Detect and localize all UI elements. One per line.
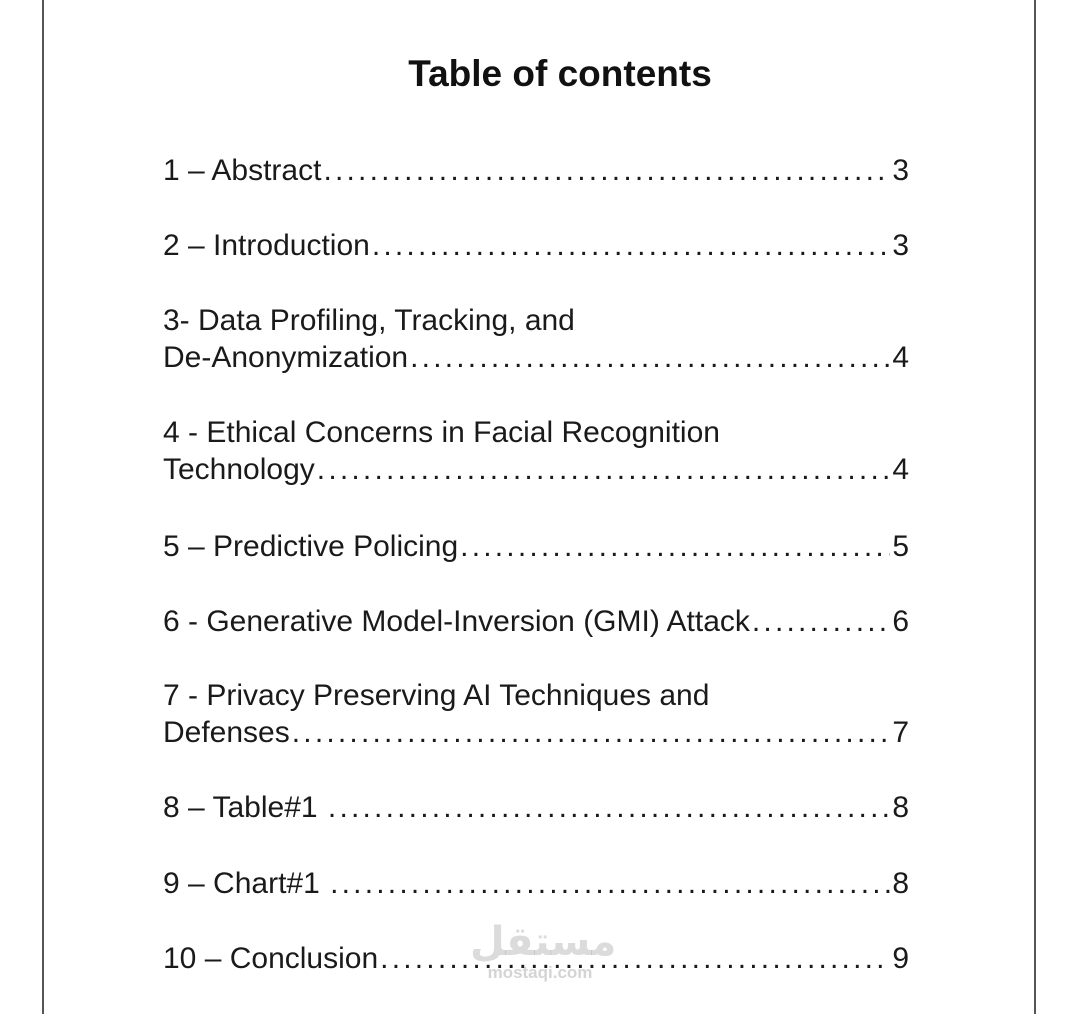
dot-leader	[317, 451, 891, 488]
toc-entry-data-profiling[interactable]	[163, 302, 909, 376]
toc-entry-label: 6 - Generative Model-Inversion (GMI) Attack	[163, 605, 750, 638]
toc-entry-label: 8 – Table#1	[163, 791, 326, 824]
dot-leader	[410, 339, 890, 376]
toc-entry-chart-1[interactable]	[163, 865, 909, 902]
toc-entry-privacy-preserving[interactable]	[163, 677, 909, 751]
toc-page-number: 4	[892, 453, 909, 486]
dot-leader	[372, 227, 891, 264]
dot-leader	[292, 714, 891, 751]
toc-entry-label-continued: Defenses	[163, 716, 290, 749]
toc-page-number: 4	[892, 341, 909, 374]
page-right-border	[1034, 0, 1036, 1014]
toc-entry-label: 5 – Predictive Policing	[163, 530, 459, 563]
toc-entry-table-1[interactable]	[163, 789, 909, 826]
toc-entry-conclusion[interactable]	[163, 940, 909, 977]
dot-leader	[330, 865, 890, 902]
watermark-site: mostaqi.com	[487, 963, 593, 982]
toc-entry-label: 1 – Abstract	[163, 154, 322, 187]
dot-leader	[328, 789, 890, 826]
toc-page-number: 7	[892, 716, 909, 749]
toc-entry-label-continued: Technology	[163, 453, 315, 486]
dot-leader	[380, 940, 890, 977]
dot-leader	[460, 528, 890, 565]
toc-entry-gmi-attack[interactable]	[163, 603, 909, 640]
toc-heading: Table of contents	[408, 53, 712, 94]
toc-page-number: 5	[892, 530, 909, 563]
dot-leader	[323, 152, 890, 189]
toc-entry-label: 7 - Privacy Preserving AI Techniques and	[163, 679, 710, 712]
toc-page-number: 6	[892, 605, 909, 638]
toc-page-number: 8	[892, 791, 909, 824]
toc-entry-label: 3- Data Profiling, Tracking, and	[163, 304, 575, 337]
page-left-border	[42, 0, 44, 1014]
watermark-logo: مستقل	[470, 919, 617, 965]
toc-entry-introduction[interactable]	[163, 227, 909, 264]
toc-entry-label: 10 – Conclusion	[163, 942, 379, 975]
toc-entry-facial-recognition[interactable]	[163, 414, 909, 488]
toc-entry-label-continued: De-Anonymization	[163, 341, 409, 374]
toc-entry-label: 4 - Ethical Concerns in Facial Recognition	[163, 416, 720, 449]
toc-page-number: 3	[892, 229, 909, 262]
toc-page-number: 3	[892, 154, 909, 187]
toc-entry-predictive-policing[interactable]	[163, 528, 909, 565]
toc-entry-label: 2 – Introduction	[163, 229, 370, 262]
dot-leader	[752, 603, 890, 640]
toc-entry-abstract[interactable]	[163, 152, 909, 189]
toc-page-number: 8	[892, 867, 909, 900]
toc-entry-label: 9 – Chart#1	[163, 867, 329, 900]
toc-page-number: 9	[892, 942, 909, 975]
